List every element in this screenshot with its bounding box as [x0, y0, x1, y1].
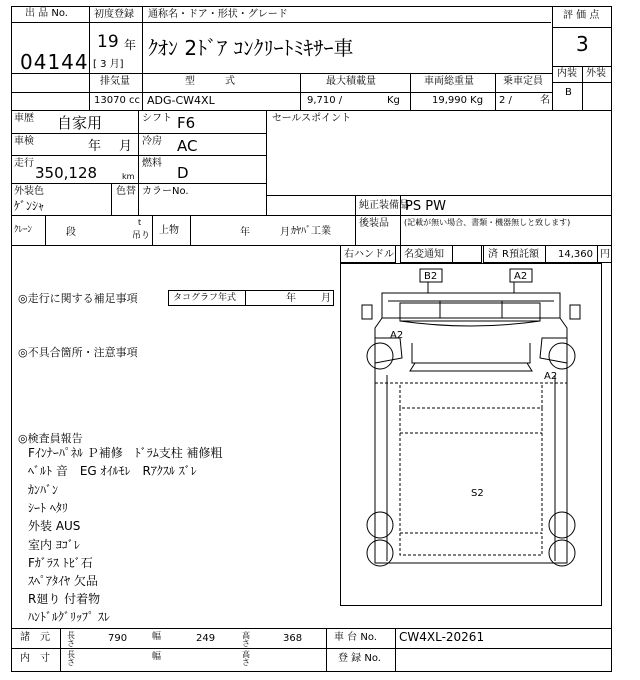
mount-label: 上物 [159, 225, 179, 236]
tacho-month: 月 [321, 293, 331, 304]
color-label: 外装色 [14, 186, 44, 197]
odo-label: R預託額 [502, 249, 539, 260]
crane-label: ｸﾚｰﾝ [14, 225, 33, 235]
deposit-prefix: 済 [488, 249, 498, 260]
ac-value: AC [177, 137, 198, 155]
width-label: 幅 [152, 632, 162, 642]
damage-mark-s2: S2 [471, 488, 484, 499]
colorno2-label: カラーNo. [142, 186, 189, 197]
inspector-title: ◎検査員報告 [18, 432, 83, 445]
inspector-line: ﾊﾝﾄﾞﾙｸﾞﾘｯﾌﾟ ｽﾚ [28, 610, 110, 624]
disp-label: 排気量 [100, 76, 130, 87]
capacity-unit: 名 [540, 95, 550, 106]
rule [190, 215, 191, 245]
rule [11, 155, 266, 156]
model-desc-label: 通称名・ドア・形状・グレード [148, 9, 288, 20]
in-height-label: 高さ [242, 650, 250, 667]
type-value: ADG-CW4XL [147, 94, 215, 107]
inspection-label: 車検 [14, 136, 34, 147]
rule [355, 195, 356, 245]
gvw-value: 19,990 Kg [432, 95, 484, 106]
deposit-value: 14,360 [558, 249, 593, 260]
odo-change-check [452, 245, 482, 263]
ac-label: 冷房 [142, 136, 162, 147]
rule [266, 110, 267, 215]
rule [89, 6, 90, 110]
inspector-line: ｶﾝﾊﾞﾝ [28, 483, 59, 497]
inspector-line: 室内 ﾖｺﾞﾚ [28, 538, 80, 552]
crane-t: t [138, 218, 142, 227]
rule [11, 648, 612, 649]
rule [11, 92, 552, 93]
interior-label: 内装 [557, 68, 577, 79]
gvw-label: 車両総重量 [424, 76, 474, 87]
equip-label: 純正装備品 [359, 200, 409, 211]
inspector-line: 外装 AUS [28, 519, 81, 533]
capacity-value: 2 / [499, 95, 512, 106]
width-value: 249 [196, 633, 216, 644]
rule [495, 73, 496, 110]
chassis-label: 車 台 No. [334, 632, 377, 643]
eval-label: 評 価 点 [563, 10, 600, 21]
length-value: 790 [108, 633, 128, 644]
inspection-month: 月 [119, 139, 133, 154]
rule [552, 6, 553, 110]
lot-label: 出 品 No. [25, 8, 68, 19]
disp-value: 13070 cc [94, 95, 140, 106]
color-value: ｹﾞﾝｼｬ [14, 199, 45, 213]
eval-score: 3 [576, 32, 589, 56]
history-label: 車歴 [14, 113, 34, 124]
capacity-label: 乗車定員 [503, 76, 543, 87]
maxload-unit: Kg [387, 95, 400, 106]
tacho-year: 年 [286, 293, 296, 304]
rule [11, 215, 612, 216]
inspector-line: ｽﾍﾟｱﾀｲﾔ 欠品 [28, 574, 98, 588]
maxload-label: 最大積載量 [326, 76, 376, 87]
rule [326, 628, 327, 672]
dims-label: 諸 元 [20, 632, 50, 643]
inspector-line: ﾍﾞﾙﾄ 音 EG ｵｲﾙﾓﾚ Rｱｸｽﾙ ｽﾞﾚ [28, 464, 197, 478]
shift-value: F6 [177, 114, 196, 132]
in-width-label: 幅 [152, 652, 162, 662]
equip-value: PS PW [405, 199, 446, 214]
interior-grade: B [565, 87, 572, 98]
defects-title: ◎不具合箇所・注意事項 [18, 346, 138, 359]
in-length-label: 長さ [67, 650, 75, 667]
rule [142, 6, 143, 110]
rule [266, 195, 612, 196]
rule [11, 183, 266, 184]
rule [300, 73, 301, 110]
supplement-title: ◎走行に関する補足事項 [18, 292, 138, 305]
mount-year: 年 [240, 227, 250, 238]
crane-dan: 段 [66, 227, 76, 238]
rule [111, 183, 112, 215]
mileage-value: 350,128 [35, 164, 98, 182]
rule [60, 628, 61, 672]
mount-value: ｶﾔﾊﾞ工業 [291, 226, 331, 237]
rule [245, 290, 246, 306]
type-label: 型 式 [185, 76, 235, 87]
fuel-value: D [177, 164, 189, 182]
damage-mark-b2: B2 [424, 271, 438, 282]
mount-month: 月 [280, 227, 290, 238]
exterior-label: 外装 [586, 68, 606, 79]
rule [11, 73, 552, 74]
reg-label: 登 録 No. [338, 653, 381, 664]
rule [552, 27, 612, 28]
truck-diagram [340, 263, 602, 606]
mileage-label: 走行 [14, 158, 34, 169]
inspector-line: ｼｰﾄ ﾍﾀﾘ [28, 501, 68, 515]
aftermarket-label: 後装品 [359, 218, 389, 229]
aftermarket-note: (記載が無い場合、書類・機器無しと致します) [404, 218, 571, 227]
rule [11, 628, 612, 629]
deposit-unit: 円 [600, 249, 610, 260]
first-reg-year-unit: 年 [124, 38, 137, 52]
rule [11, 22, 551, 23]
inspector-line: Fｶﾞﾗｽ ﾄﾋﾞ石 [28, 556, 93, 570]
damage-mark-a2: A2 [390, 330, 404, 341]
damage-mark-a2: A2 [514, 271, 528, 282]
height-value: 368 [283, 633, 303, 644]
crane-hang: 吊り [132, 231, 151, 241]
rule [11, 133, 266, 134]
mileage-unit: km [122, 172, 135, 181]
maxload-value: 9,710 / [307, 95, 343, 106]
length-label: 長さ [67, 631, 75, 648]
inspector-line: Fｲﾝﾅｰﾊﾟﾈﾙ Ｐ補修 ﾄﾞﾗﾑ支柱 補修粗 [28, 446, 223, 460]
model-desc: ｸｵﾝ 2ﾄﾞｱ ｺﾝｸﾘｰﾄﾐｷｻｰ車 [148, 36, 354, 60]
rule [138, 110, 139, 215]
rule [11, 110, 612, 111]
sales-point-label: セールスポイント [272, 113, 352, 124]
first-reg-year: 19 [97, 32, 119, 52]
first-reg-month: [ 3 月] [93, 59, 124, 70]
odo-change-label: 名変通知 [404, 249, 444, 260]
colorno-label: 色替 [116, 186, 136, 197]
history-value: 自家用 [57, 114, 103, 132]
rule [410, 73, 411, 110]
height-label: 高さ [242, 631, 250, 648]
rule [582, 66, 583, 110]
rule [45, 215, 46, 245]
first-reg-label: 初度登録 [94, 9, 134, 20]
inspector-line: R廻り 付着物 [28, 592, 101, 606]
rule [395, 628, 396, 672]
damage-mark-a2: A2 [544, 371, 558, 382]
inspection-year: 年 [88, 139, 102, 154]
shift-label: シフト [142, 113, 172, 124]
fuel-label: 燃料 [142, 158, 162, 169]
lot-number: 04144 [20, 50, 89, 74]
chassis-value: CW4XL-20261 [399, 630, 485, 644]
tacho-label: タコグラフ年式 [173, 293, 237, 303]
rhd-label: 右ハンドル [344, 249, 394, 260]
interior-dims-label: 内 寸 [20, 653, 50, 664]
rule [152, 215, 153, 245]
